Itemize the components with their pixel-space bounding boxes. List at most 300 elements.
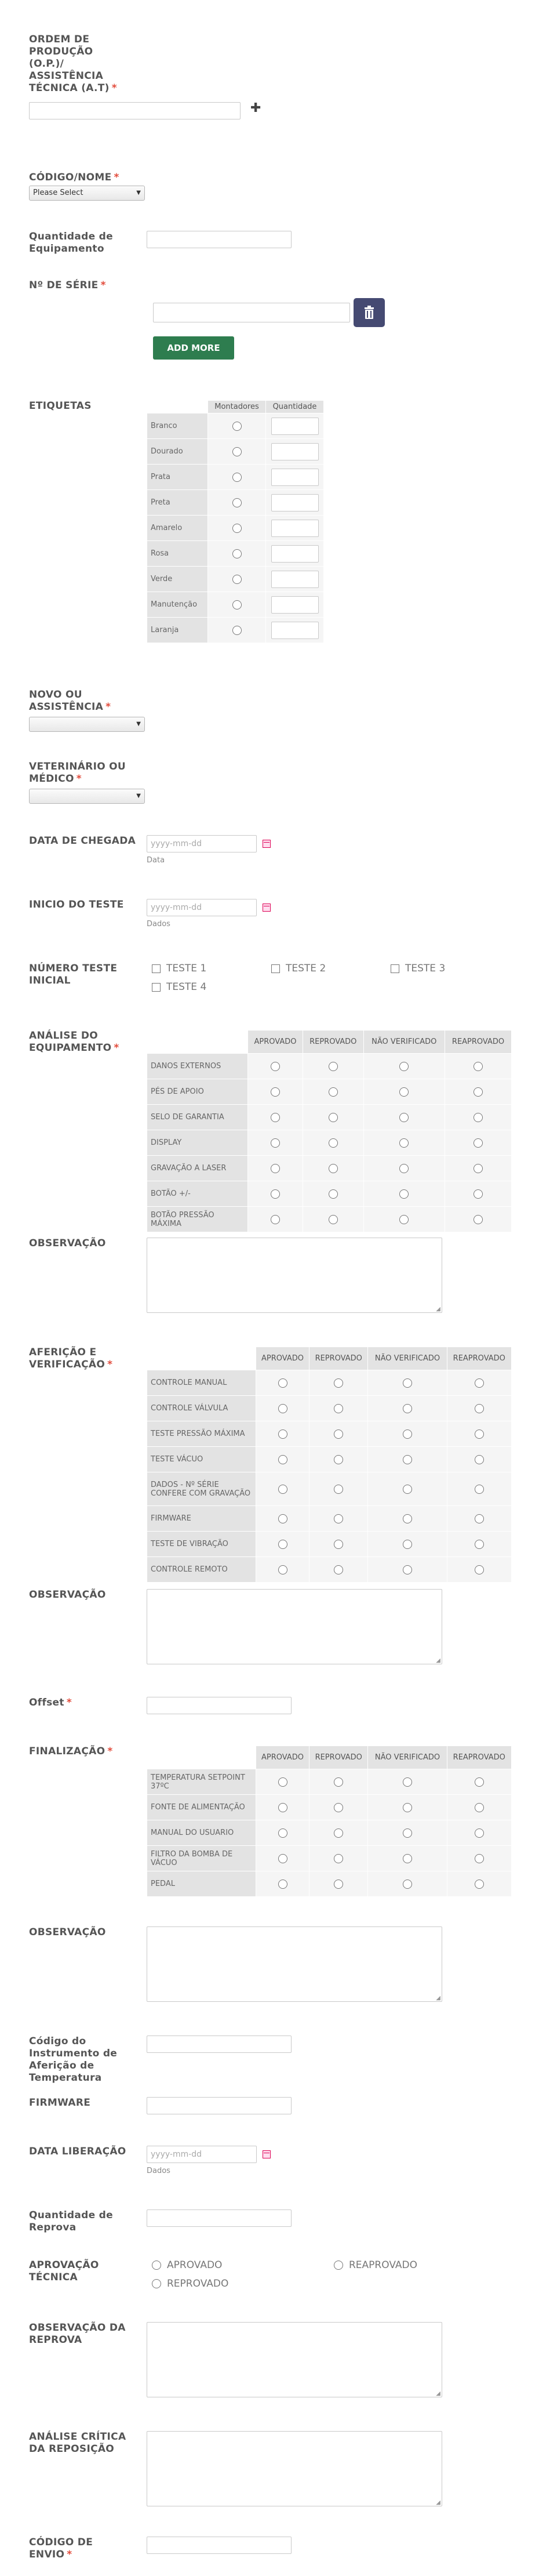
radio-cell (363, 1079, 445, 1105)
row-label: GRAVAÇÃO A LASER (147, 1156, 248, 1181)
table-row (147, 1820, 512, 1846)
etiquetas-label: ETIQUETAS (29, 400, 92, 412)
radio-cell (368, 1472, 447, 1506)
column-header: REAPROVADO (445, 1031, 512, 1054)
row-label: Preta (147, 490, 208, 516)
row-label: DANOS EXTERNOS (147, 1054, 248, 1079)
radio-cell (445, 1105, 512, 1130)
quantidade-input[interactable] (271, 545, 319, 563)
radio[interactable] (232, 549, 242, 558)
table-row (147, 1846, 512, 1871)
radio-cell (309, 1472, 368, 1506)
radio-cell (447, 1795, 511, 1820)
quantidade-input[interactable] (271, 520, 319, 537)
radio-cell (368, 1795, 447, 1820)
radio[interactable] (278, 1803, 287, 1812)
table-row (147, 1207, 512, 1232)
radio[interactable] (334, 1378, 343, 1388)
radio[interactable] (278, 1404, 287, 1413)
radio[interactable] (334, 1404, 343, 1413)
quantidade-input[interactable] (271, 418, 319, 435)
calendar-icon[interactable] (263, 904, 271, 912)
quantidade-input[interactable] (271, 443, 319, 460)
radio[interactable] (334, 1485, 343, 1494)
radio[interactable] (403, 1485, 412, 1494)
radio[interactable] (399, 1113, 409, 1122)
radio-cell (445, 1181, 512, 1207)
radio[interactable] (475, 1485, 484, 1494)
radio-cell (368, 1447, 447, 1472)
offset-label: Offset * (29, 1697, 72, 1708)
radio[interactable] (278, 1565, 287, 1574)
etiquetas-table (147, 400, 324, 643)
header-row (147, 1746, 512, 1769)
radio-cell (363, 1130, 445, 1156)
op-label: ORDEM DE PRODUÇÃO (O.P.)/ ASSISTÊNCIA TÉCNICA (A.T) * (29, 34, 117, 94)
analise-label: ANÁLISE DO EQUIPAMENTO * (29, 1030, 119, 1054)
row-label: Dourado (147, 439, 208, 465)
resize-grip-icon[interactable]: ◢ (436, 2390, 440, 2397)
radio-cell (368, 1370, 447, 1396)
radio-cell (309, 1421, 368, 1447)
quantidade-input[interactable] (271, 571, 319, 588)
corner-cell (147, 1031, 248, 1054)
radio[interactable] (474, 1164, 483, 1173)
radio-cell (256, 1769, 309, 1795)
radio-cell (256, 1532, 309, 1557)
montadores-cell (208, 439, 266, 465)
radio[interactable] (474, 1189, 483, 1199)
table-row (147, 1130, 512, 1156)
radio[interactable] (329, 1062, 338, 1071)
radio[interactable] (403, 1880, 412, 1889)
resize-grip-icon[interactable]: ◢ (436, 1995, 440, 2001)
radio[interactable] (152, 2279, 161, 2288)
liberacao-label: DATA LIBERAÇÃO (29, 2146, 126, 2157)
radio[interactable] (474, 1087, 483, 1097)
obs1-textarea[interactable] (147, 1238, 442, 1313)
radio[interactable] (334, 1803, 343, 1812)
radio[interactable] (232, 447, 242, 456)
quantidade-input[interactable] (271, 494, 319, 511)
radio[interactable] (329, 1215, 338, 1224)
radio[interactable] (334, 1828, 343, 1838)
inicio-input[interactable]: yyyy-mm-dd (147, 899, 257, 916)
quantidade-cell (266, 490, 324, 516)
table-row (147, 1557, 512, 1583)
quantidade-cell (266, 592, 324, 618)
chegada-input[interactable]: yyyy-mm-dd (147, 835, 257, 852)
radio[interactable] (399, 1189, 409, 1199)
row-label: Manutenção (147, 592, 208, 618)
codigo-instr-label: Código do Instrumento de Aferição de Temperatura (29, 2036, 118, 2084)
column-header: APROVADO (248, 1031, 303, 1054)
plus-icon[interactable]: ✚ (250, 101, 261, 115)
teste-4-option[interactable]: TESTE 4 (152, 981, 206, 993)
quantidade-cell (266, 567, 324, 592)
radio-cell (445, 1130, 512, 1156)
radio-cell (447, 1421, 511, 1447)
vet-label: VETERINÁRIO OU MÉDICO * (29, 761, 126, 785)
radio-cell (447, 1846, 511, 1871)
radio-cell (248, 1130, 303, 1156)
resize-grip-icon[interactable]: ◢ (436, 1306, 440, 1312)
radio-cell (368, 1532, 447, 1557)
radio[interactable] (474, 1113, 483, 1122)
radio[interactable] (278, 1485, 287, 1494)
finalizacao-label: FINALIZAÇÃO * (29, 1746, 113, 1757)
codigo-label: CÓDIGO/NOME * (29, 172, 119, 183)
obs1-label: OBSERVAÇÃO (29, 1238, 106, 1249)
quantidade-input[interactable] (147, 231, 292, 248)
table-row (147, 1181, 512, 1207)
envio-input[interactable] (147, 2537, 292, 2554)
radio-cell (303, 1207, 363, 1232)
radio[interactable] (334, 1854, 343, 1863)
radio[interactable] (475, 1565, 484, 1574)
radio[interactable] (329, 1087, 338, 1097)
radio[interactable] (403, 1854, 412, 1863)
radio-cell (248, 1181, 303, 1207)
row-label: Amarelo (147, 516, 208, 541)
radio-cell (309, 1447, 368, 1472)
row-label: TESTE PRESSÃO MÁXIMA (147, 1421, 256, 1447)
offset-input[interactable] (147, 1697, 292, 1714)
radio[interactable] (403, 1828, 412, 1838)
radio[interactable] (334, 2261, 343, 2270)
radio[interactable] (329, 1164, 338, 1173)
teste-3-option[interactable]: TESTE 3 (391, 963, 445, 974)
radio-cell (303, 1130, 363, 1156)
teste-2-option[interactable]: TESTE 2 (271, 963, 326, 974)
radio-cell (309, 1769, 368, 1795)
qtd-reprova-input[interactable] (147, 2209, 292, 2227)
radio[interactable] (152, 2261, 161, 2270)
radio-cell (445, 1079, 512, 1105)
radio[interactable] (334, 1565, 343, 1574)
radio[interactable] (334, 1880, 343, 1889)
radio-cell (445, 1207, 512, 1232)
liberacao-input[interactable]: yyyy-mm-dd (147, 2146, 257, 2163)
radio-cell (447, 1472, 511, 1506)
vet-select[interactable] (29, 789, 145, 804)
radio[interactable] (271, 1113, 280, 1122)
checkbox[interactable] (271, 964, 280, 973)
column-header: REAPROVADO (447, 1746, 511, 1769)
montadores-cell (208, 413, 266, 439)
obs2-textarea[interactable] (147, 1589, 442, 1664)
firmware-input[interactable] (147, 2097, 292, 2114)
radio-cell (303, 1156, 363, 1181)
header-row (147, 1031, 512, 1054)
radio[interactable] (271, 1138, 280, 1148)
radio[interactable] (475, 1455, 484, 1464)
radio-cell (445, 1156, 512, 1181)
add-more-button[interactable]: ADD MORE (153, 336, 234, 360)
radio[interactable] (271, 1062, 280, 1071)
radio[interactable] (475, 1430, 484, 1439)
radio[interactable] (399, 1138, 409, 1148)
obs-reprova-textarea[interactable] (147, 2322, 442, 2397)
afericao-table (147, 1347, 512, 1583)
radio[interactable] (399, 1087, 409, 1097)
radio[interactable] (334, 1455, 343, 1464)
row-label: Prata (147, 465, 208, 490)
qtd-reprova-label: Quantidade de Reprova (29, 2209, 113, 2233)
obs3-textarea[interactable] (147, 1926, 442, 2002)
analise-critica-textarea[interactable] (147, 2431, 442, 2506)
teste-1-option[interactable]: TESTE 1 (152, 963, 206, 974)
novo-select[interactable] (29, 717, 145, 732)
radio[interactable] (334, 1777, 343, 1787)
radio-cell (248, 1156, 303, 1181)
radio[interactable] (475, 1540, 484, 1549)
radio-cell (368, 1846, 447, 1871)
radio[interactable] (232, 498, 242, 507)
radio[interactable] (474, 1215, 483, 1224)
column-header: REPROVADO (309, 1347, 368, 1370)
finalizacao-table (147, 1746, 512, 1897)
radio[interactable] (232, 600, 242, 609)
column-header: NÃO VERIFICADO (368, 1347, 447, 1370)
quantidade-cell (266, 541, 324, 567)
radio-cell (309, 1370, 368, 1396)
radio[interactable] (399, 1164, 409, 1173)
reaprovado-option[interactable]: REAPROVADO (334, 2259, 417, 2271)
table-row (147, 1472, 512, 1506)
column-header: NÃO VERIFICADO (368, 1746, 447, 1769)
radio[interactable] (271, 1164, 280, 1173)
radio-cell (368, 1820, 447, 1846)
row-label: CONTROLE VÁLVULA (147, 1396, 256, 1421)
radio-cell (248, 1207, 303, 1232)
radio[interactable] (232, 575, 242, 584)
inicio-sublabel: Dados (147, 920, 170, 928)
aprovado-option[interactable]: APROVADO (152, 2259, 222, 2271)
column-header: APROVADO (256, 1347, 309, 1370)
calendar-icon[interactable] (263, 2150, 271, 2158)
radio-cell (248, 1105, 303, 1130)
radio[interactable] (403, 1378, 412, 1388)
quantidade-input[interactable] (271, 622, 319, 639)
row-label: PEDAL (147, 1871, 256, 1897)
radio[interactable] (232, 524, 242, 533)
radio-cell (447, 1557, 511, 1583)
radio[interactable] (474, 1062, 483, 1071)
table-row (147, 1447, 512, 1472)
radio-cell (447, 1447, 511, 1472)
radio-cell (445, 1054, 512, 1079)
quantidade-label: Quantidade de Equipamento (29, 231, 113, 255)
radio-cell (309, 1506, 368, 1532)
row-label: BOTÃO +/- (147, 1181, 248, 1207)
radio[interactable] (403, 1540, 412, 1549)
novo-label: NOVO OU ASSISTÊNCIA * (29, 689, 111, 713)
resize-grip-icon[interactable]: ◢ (436, 1657, 440, 1664)
resize-grip-icon[interactable]: ◢ (436, 2499, 440, 2506)
delete-button[interactable] (354, 298, 385, 327)
radio[interactable] (278, 1430, 287, 1439)
radio-cell (256, 1820, 309, 1846)
row-label: Laranja (147, 618, 208, 643)
row-label: SELO DE GARANTIA (147, 1105, 248, 1130)
row-label: FIRMWARE (147, 1506, 256, 1532)
radio[interactable] (329, 1189, 338, 1199)
radio-cell (309, 1820, 368, 1846)
radio[interactable] (278, 1828, 287, 1838)
radio[interactable] (475, 1777, 484, 1787)
montadores-cell (208, 592, 266, 618)
radio[interactable] (403, 1430, 412, 1439)
radio-cell (363, 1054, 445, 1079)
radio[interactable] (232, 422, 242, 431)
row-label: PÉS DE APOIO (147, 1079, 248, 1105)
table-row (147, 490, 324, 516)
chevron-down-icon: ▼ (136, 190, 141, 196)
radio-cell (303, 1181, 363, 1207)
quantidade-input[interactable] (271, 596, 319, 614)
radio[interactable] (475, 1404, 484, 1413)
analise-table (147, 1030, 512, 1232)
montadores-cell (208, 465, 266, 490)
row-label: TESTE DE VIBRAÇÃO (147, 1532, 256, 1557)
table-row (147, 413, 324, 439)
radio-cell (256, 1557, 309, 1583)
row-label: Branco (147, 413, 208, 439)
radio[interactable] (278, 1455, 287, 1464)
radio-cell (256, 1795, 309, 1820)
radio-cell (447, 1820, 511, 1846)
row-label: FILTRO DA BOMBA DE VÁCUO (147, 1846, 256, 1871)
row-label: TEMPERATURA SETPOINT 37ºC (147, 1769, 256, 1795)
chevron-down-icon: ▼ (136, 721, 141, 727)
montadores-cell (208, 618, 266, 643)
row-label: MANUAL DO USUARIO (147, 1820, 256, 1846)
radio[interactable] (278, 1854, 287, 1863)
radio[interactable] (334, 1514, 343, 1523)
radio-cell (363, 1105, 445, 1130)
radio[interactable] (334, 1430, 343, 1439)
montadores-cell (208, 541, 266, 567)
radio[interactable] (278, 1540, 287, 1549)
radio-cell (447, 1396, 511, 1421)
reprovado-option[interactable]: REPROVADO (152, 2278, 228, 2290)
row-label: DADOS - Nº SÉRIE CONFERE COM GRAVAÇÃO (147, 1472, 256, 1506)
radio[interactable] (329, 1138, 338, 1148)
header-row (147, 1347, 512, 1370)
checkbox[interactable] (391, 964, 399, 973)
quantidade-cell (266, 439, 324, 465)
quantidade-cell (266, 413, 324, 439)
quantidade-input[interactable] (271, 469, 319, 486)
radio-cell (309, 1532, 368, 1557)
codigo-select[interactable]: Please Select ▼ (29, 186, 145, 201)
checkbox[interactable] (152, 964, 161, 973)
radio-cell (368, 1871, 447, 1897)
op-input[interactable] (29, 102, 241, 119)
radio-cell (363, 1181, 445, 1207)
radio[interactable] (475, 1514, 484, 1523)
quantidade-cell (266, 516, 324, 541)
radio[interactable] (403, 1803, 412, 1812)
radio[interactable] (232, 473, 242, 482)
checkbox[interactable] (152, 983, 161, 992)
radio[interactable] (271, 1189, 280, 1199)
row-label: DISPLAY (147, 1130, 248, 1156)
serie-input[interactable] (153, 303, 350, 322)
chevron-down-icon: ▼ (136, 793, 141, 799)
table-row (147, 541, 324, 567)
radio[interactable] (475, 1828, 484, 1838)
radio[interactable] (278, 1880, 287, 1889)
radio[interactable] (403, 1777, 412, 1787)
radio[interactable] (271, 1087, 280, 1097)
trash-icon (363, 306, 375, 320)
montadores-cell (208, 516, 266, 541)
radio[interactable] (475, 1378, 484, 1388)
radio[interactable] (475, 1854, 484, 1863)
table-row (147, 516, 324, 541)
radio-cell (447, 1506, 511, 1532)
radio[interactable] (403, 1404, 412, 1413)
montadores-cell (208, 490, 266, 516)
table-row (147, 567, 324, 592)
radio[interactable] (232, 626, 242, 635)
radio[interactable] (403, 1514, 412, 1523)
radio-cell (309, 1871, 368, 1897)
row-label: CONTROLE MANUAL (147, 1370, 256, 1396)
table-row (147, 1079, 512, 1105)
liberacao-sublabel: Dados (147, 2167, 170, 2175)
table-row (147, 1421, 512, 1447)
codigo-instr-input[interactable] (147, 2036, 292, 2053)
table-row (147, 1871, 512, 1897)
column-header: REAPROVADO (447, 1347, 511, 1370)
radio[interactable] (334, 1540, 343, 1549)
envio-label: CÓDIGO DE ENVIO * (29, 2537, 93, 2560)
radio[interactable] (474, 1138, 483, 1148)
calendar-icon[interactable] (263, 840, 271, 848)
table-row (147, 1156, 512, 1181)
radio[interactable] (278, 1777, 287, 1787)
table-row (147, 1795, 512, 1820)
radio-cell (256, 1447, 309, 1472)
quantidade-cell (266, 618, 324, 643)
obs2-label: OBSERVAÇÃO (29, 1589, 106, 1601)
table-row (147, 1370, 512, 1396)
corner-cell (147, 1347, 256, 1370)
row-label: FONTE DE ALIMENTAÇÃO (147, 1795, 256, 1820)
radio[interactable] (271, 1215, 280, 1224)
radio-cell (303, 1079, 363, 1105)
radio[interactable] (278, 1514, 287, 1523)
radio[interactable] (403, 1455, 412, 1464)
obs-reprova-label: OBSERVAÇÃO DA REPROVA (29, 2322, 126, 2346)
serie-label: Nº DE SÉRIE * (29, 280, 106, 291)
quantidade-cell (266, 465, 324, 490)
radio[interactable] (399, 1062, 409, 1071)
chegada-sublabel: Data (147, 856, 165, 865)
radio[interactable] (278, 1378, 287, 1388)
radio[interactable] (329, 1113, 338, 1122)
radio[interactable] (403, 1565, 412, 1574)
table-row (147, 618, 324, 643)
radio[interactable] (399, 1215, 409, 1224)
radio-cell (368, 1421, 447, 1447)
radio[interactable] (475, 1880, 484, 1889)
radio[interactable] (475, 1803, 484, 1812)
row-label: TESTE VÁCUO (147, 1447, 256, 1472)
